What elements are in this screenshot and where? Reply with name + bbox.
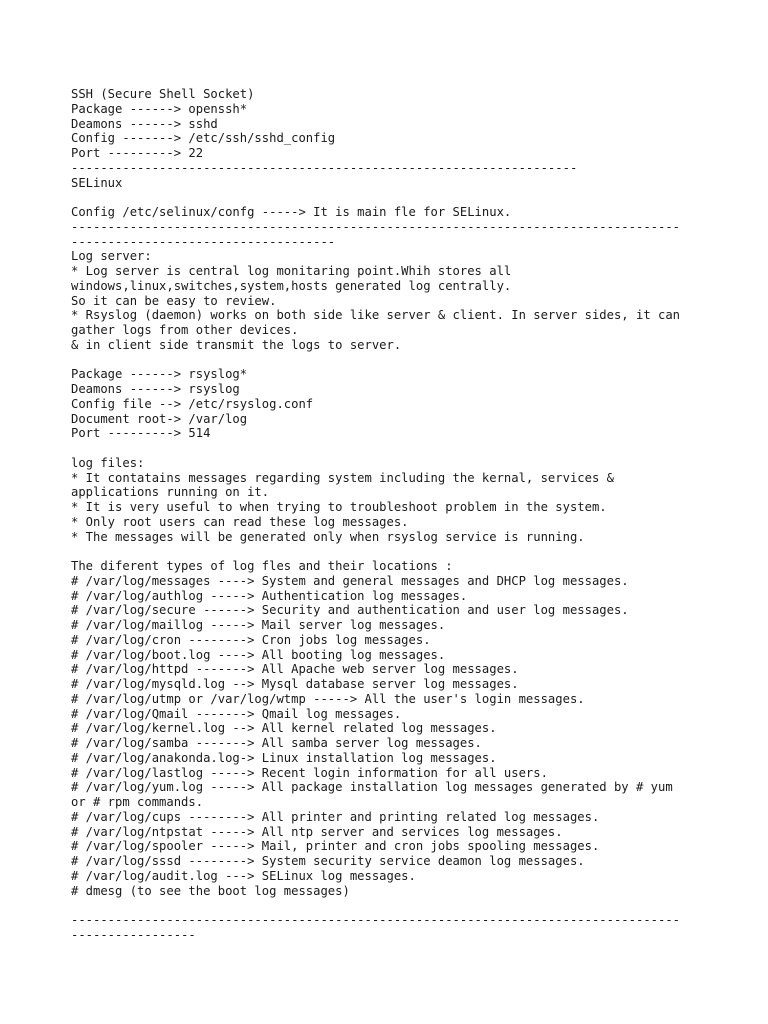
text-line: * The messages will be generated only when rsyslog service is running. — [71, 529, 585, 544]
text-line: * Log server is central log monitaring point.Whih stores all — [71, 264, 512, 278]
text-line: # /var/log/yum.log -----> All package installation log messages generated by # yum — [71, 780, 673, 795]
text-line: The diferent types of log fles and their locations : — [71, 559, 453, 573]
text-line: # /var/log/boot.log ----> All booting log messages. — [71, 647, 446, 662]
blank-line — [71, 441, 761, 456]
text-line: --------------------------------------------------------------------- — [71, 160, 578, 175]
text-line: Config -------> /etc/ssh/sshd_config — [71, 131, 336, 146]
text-line: # /var/log/spooler -----> Mail, printer and cron jobs spooling messages. — [71, 839, 600, 854]
text-line: Config file --> /etc/rsyslog.conf — [71, 396, 314, 411]
text-line: # /var/log/httpd -------> All Apache web server log messages. — [71, 662, 519, 677]
text-line: # /var/log/audit.log ---> SELinux log messages. — [71, 868, 416, 883]
document-page — [71, 87, 761, 943]
text-line: log files: — [71, 455, 145, 470]
text-line: Package ------> openssh* — [71, 101, 248, 116]
text-line: or # rpm commands. — [71, 795, 204, 809]
text-line: Document root-> /var/log — [71, 411, 248, 426]
text-line: Deamons ------> sshd — [71, 116, 218, 131]
text-line: ----------------------------------------------------------------------------------- — [71, 219, 681, 234]
text-line: # /var/log/anakonda.log-> Linux installation log messages. — [71, 750, 497, 765]
text-line: # /var/log/lastlog -----> Recent login information for all users. — [71, 765, 548, 780]
text-line: # /var/log/messages ----> System and general messages and DHCP log messages. — [71, 573, 629, 588]
text-line: # /var/log/cups --------> All printer and printing related log messages. — [71, 809, 600, 824]
text-line: So it can be easy to review. — [71, 293, 277, 308]
text-line: * Only root users can read these log messages. — [71, 514, 409, 529]
blank-line — [71, 190, 761, 205]
text-line: Port ---------> 22 — [71, 146, 204, 160]
text-line: # /var/log/utmp or /var/log/wtmp -----> All the user's login messages. — [71, 691, 585, 706]
text-line: Package ------> rsyslog* — [71, 367, 248, 382]
text-line: ----------------------------------------------------------------------------------- — [71, 913, 681, 927]
text-line: * It is very useful to when trying to troubleshoot problem in the system. — [71, 500, 607, 514]
text-line: # /var/log/sssd --------> System security service deamon log messages. — [71, 854, 585, 868]
text-line: Log server: — [71, 249, 152, 264]
text-line: # /var/log/Qmail -------> Qmail log messages. — [71, 706, 402, 721]
text-line: # /var/log/maillog -----> Mail server log messages. — [71, 618, 446, 632]
text-line: # dmesg (to see the boot log messages) — [71, 883, 350, 898]
text-line: # /var/log/kernel.log --> All kernel related log messages. — [71, 721, 497, 736]
blank-line — [71, 898, 761, 913]
text-line: * It contatains messages regarding system including the kernal, services & — [71, 470, 614, 485]
blank-line — [71, 353, 761, 368]
text-line: # /var/log/authlog -----> Authentication log messages. — [71, 588, 468, 603]
text-line: Config /etc/selinux/confg -----> It is main fle for SELinux. — [71, 205, 512, 219]
text-line: # /var/log/cron --------> Cron jobs log messages. — [71, 632, 431, 647]
text-line: ------------------------------------ — [71, 234, 336, 249]
text-line: # /var/log/ntpstat -----> All ntp server and services log messages. — [71, 824, 563, 839]
text-line: & in client side transmit the logs to server. — [71, 337, 402, 352]
text-line: # /var/log/samba -------> All samba server log messages. — [71, 736, 482, 750]
blank-line — [71, 544, 761, 559]
text-line: * Rsyslog (daemon) works on both side like server & client. In server sides, it can — [71, 308, 681, 323]
text-line: SSH (Secure Shell Socket) — [71, 87, 255, 101]
text-line: ----------------- — [71, 927, 196, 942]
text-line: Port ---------> 514 — [71, 426, 211, 441]
text-line: gather logs from other devices. — [71, 323, 299, 337]
text-line: Deamons ------> rsyslog — [71, 382, 240, 396]
text-line: applications running on it. — [71, 485, 270, 500]
text-line: windows,linux,switches,system,hosts generated log centrally. — [71, 278, 512, 293]
text-line: # /var/log/mysqld.log --> Mysql database server log messages. — [71, 677, 519, 691]
text-line: SELinux — [71, 175, 123, 190]
text-line: # /var/log/secure ------> Security and authentication and user log messages. — [71, 603, 629, 618]
